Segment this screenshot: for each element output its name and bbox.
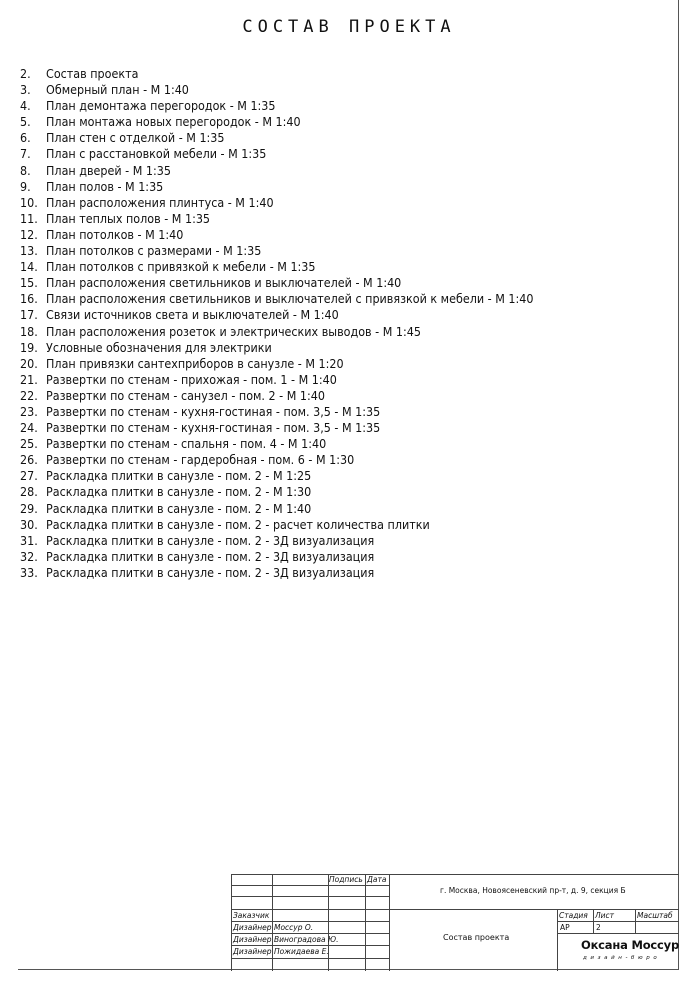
item-number: 20.	[20, 356, 38, 371]
item-title: Условные обозначения для электрики	[46, 340, 272, 355]
page-title: СОСТАВ ПРОЕКТА	[242, 17, 456, 37]
project-address: г. Москва, Новоясеневский пр-т, д. 9, секция Б	[440, 886, 626, 895]
item-title: План полов - М 1:35	[46, 179, 164, 194]
item-number: 33.	[20, 565, 38, 580]
contents-item	[20, 114, 533, 130]
contents-item	[20, 501, 533, 517]
contents-item	[20, 468, 533, 484]
contents-item	[20, 146, 533, 162]
contents-item	[20, 195, 533, 211]
contents-item	[20, 82, 533, 98]
designer-name: Виноградова Ю.	[274, 935, 339, 944]
studio-logo-name: Оксана Моссур	[581, 938, 679, 952]
contents-item	[20, 243, 533, 259]
item-title: Раскладка плитки в санузле - пом. 2 - М 1:40	[46, 501, 312, 516]
contents-item	[20, 130, 533, 146]
item-title: План потолков с привязкой к мебели - М 1:35	[46, 260, 316, 275]
designer-name: Пожидаева Е.	[274, 947, 329, 956]
title-block	[231, 874, 679, 971]
item-number: 11.	[20, 211, 38, 226]
item-number: 2.	[20, 67, 31, 81]
item-title: План стен с отделкой - М 1:35	[46, 131, 225, 146]
item-number: 13.	[20, 244, 38, 259]
item-title: План расположения светильников и выключателей - М 1:40	[46, 276, 402, 291]
item-title: План расположения светильников и выключателей с привязкой к мебели - М 1:40	[46, 292, 534, 307]
item-title: Развертки по стенам - санузел - пом. 2 - М 1:40	[46, 388, 325, 403]
designer-label: Дизайнер	[233, 923, 272, 932]
item-number: 22.	[20, 388, 38, 403]
item-title: Развертки по стенам - гардеробная - пом. 6 - М 1:30	[46, 453, 355, 468]
item-title: План с расстановкой мебели - М 1:35	[46, 147, 267, 162]
item-number: 4.	[20, 99, 31, 114]
item-number: 31.	[20, 533, 38, 548]
item-title: Развертки по стенам - спальня - пом. 4 - М 1:40	[46, 437, 327, 452]
item-number: 3.	[20, 83, 31, 98]
item-number: 7.	[20, 147, 31, 162]
contents-list	[20, 66, 572, 581]
item-title: Обмерный план - М 1:40	[46, 83, 189, 98]
item-title: Раскладка плитки в санузле - пом. 2 - расчет количества плитки	[46, 517, 430, 532]
contents-item	[20, 324, 533, 340]
item-title: План потолков с размерами - М 1:35	[46, 244, 262, 259]
item-number: 16.	[20, 292, 38, 307]
item-title: План монтажа новых перегородок - М 1:40	[46, 115, 301, 130]
item-title: Раскладка плитки в санузле - пом. 2 - 3Д визуализация	[46, 549, 375, 564]
item-number: 14.	[20, 260, 38, 275]
contents-item	[20, 307, 533, 323]
item-title: План дверей - М 1:35	[46, 163, 171, 178]
item-number: 9.	[20, 179, 31, 194]
item-title: План расположения розеток и электрических выводов - М 1:45	[46, 324, 421, 339]
contents-item	[20, 452, 533, 468]
item-number: 19.	[20, 340, 38, 355]
item-title: План потолков - М 1:40	[46, 227, 184, 242]
item-number: 5.	[20, 115, 31, 130]
contents-item	[20, 436, 533, 452]
contents-item	[20, 517, 533, 533]
contents-item	[20, 549, 533, 565]
designer-name: Моссур О.	[274, 923, 314, 932]
item-title: Развертки по стенам - прихожая - пом. 1 - М 1:40	[46, 372, 337, 387]
contents-item	[20, 163, 533, 179]
item-number: 8.	[20, 163, 31, 178]
contents-item	[20, 388, 533, 404]
item-title: Раскладка плитки в санузле - пом. 2 - М 1:30	[46, 485, 312, 500]
contents-item	[20, 484, 533, 500]
contents-item	[20, 420, 533, 436]
contents-item	[20, 404, 533, 420]
item-number: 17.	[20, 308, 38, 323]
item-number: 27.	[20, 469, 38, 484]
item-number: 26.	[20, 453, 38, 468]
item-number: 6.	[20, 131, 31, 146]
contents-item	[20, 340, 533, 356]
contents-item	[20, 565, 533, 581]
item-number: 18.	[20, 324, 38, 339]
contents-item	[20, 227, 533, 243]
contents-item	[20, 372, 533, 388]
item-title: План теплых полов - М 1:35	[46, 211, 211, 226]
item-title: Раскладка плитки в санузле - пом. 2 - 3Д визуализация	[46, 533, 375, 548]
signature-header: Подпись	[329, 875, 363, 884]
item-title: Развертки по стенам - кухня-гостиная - пом. 3,5 - М 1:35	[46, 404, 381, 419]
item-number: 25.	[20, 437, 38, 452]
date-header: Дата	[367, 875, 387, 884]
item-number: 30.	[20, 517, 38, 532]
contents-item	[20, 211, 533, 227]
item-number: 12.	[20, 227, 38, 242]
item-title: Состав проекта	[46, 67, 139, 81]
contents-item	[20, 98, 533, 114]
sheet-name: Состав проекта	[443, 933, 510, 942]
item-title: Связи источников света и выключателей - М 1:40	[46, 308, 339, 323]
item-title: План расположения плинтуса - М 1:40	[46, 195, 274, 210]
item-title: Раскладка плитки в санузле - пом. 2 - 3Д визуализация	[46, 565, 375, 580]
item-number: 29.	[20, 501, 38, 516]
studio-logo-subtitle: дизайн-бюро	[583, 955, 661, 961]
item-number: 23.	[20, 404, 38, 419]
stage-value: АР	[560, 923, 570, 932]
contents-item	[20, 179, 533, 195]
item-title: Раскладка плитки в санузле - пом. 2 - М 1:25	[46, 469, 312, 484]
item-number: 24.	[20, 421, 38, 436]
stage-label: Стадия	[559, 911, 588, 920]
item-title: План демонтажа перегородок - М 1:35	[46, 99, 276, 114]
contents-item	[20, 259, 533, 275]
contents-item	[20, 275, 533, 291]
item-number: 10.	[20, 195, 38, 210]
item-number: 28.	[20, 485, 38, 500]
contents-item	[20, 66, 533, 82]
designer-label: Дизайнер	[233, 947, 272, 956]
item-number: 32.	[20, 549, 38, 564]
contents-item	[20, 291, 533, 307]
item-title: План привязки сантехприборов в санузле - М 1:20	[46, 356, 344, 371]
contents-item	[20, 533, 533, 549]
contents-item	[20, 356, 533, 372]
designer-label: Дизайнер	[233, 935, 272, 944]
scale-label: Масштаб	[637, 911, 673, 920]
item-number: 15.	[20, 276, 38, 291]
customer-label: Заказчик	[233, 911, 270, 920]
sheet-number: 2	[596, 923, 601, 932]
item-title: Развертки по стенам - кухня-гостиная - пом. 3,5 - М 1:35	[46, 421, 381, 436]
sheet-label: Лист	[595, 911, 615, 920]
item-number: 21.	[20, 372, 38, 387]
